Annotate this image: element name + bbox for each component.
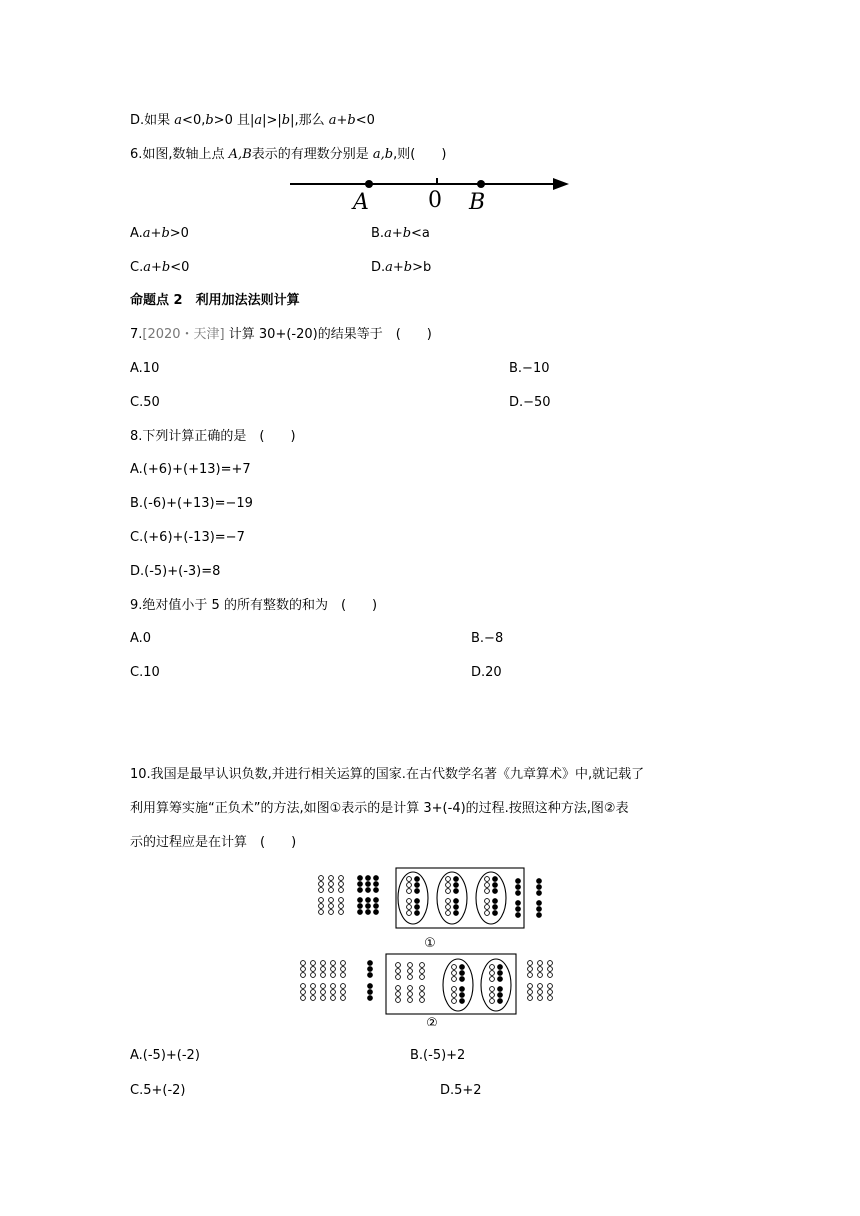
hollow-rod (341, 961, 346, 966)
hollow-rod (396, 998, 401, 1003)
q6-option-a (130, 225, 189, 243)
hollow-rod (446, 877, 451, 882)
filled-rod (366, 888, 371, 893)
filled-rod (358, 904, 363, 909)
filled-rod (516, 879, 521, 884)
expression: a+b (385, 260, 413, 275)
hollow-rod (301, 996, 306, 1001)
question-number: 7. (130, 327, 143, 342)
var-b: b (281, 113, 291, 128)
filled-rod (460, 965, 465, 970)
filled-rod (460, 977, 465, 982)
section-heading: 命题点 2 利用加法法则计算 (130, 293, 300, 308)
option-text: >b (412, 260, 432, 275)
hollow-rod (528, 996, 533, 1001)
hollow-rod (548, 961, 553, 966)
hollow-rod (446, 899, 451, 904)
filled-rod (537, 891, 542, 896)
filled-rod (460, 987, 465, 992)
var-a: a (254, 113, 263, 128)
hollow-rod (396, 969, 401, 974)
hollow-rod (301, 961, 306, 966)
hollow-rod (311, 984, 316, 989)
filled-rod (454, 899, 459, 904)
q5-option-d (130, 112, 375, 130)
filled-rod (358, 882, 363, 887)
hollow-rod (490, 977, 495, 982)
hollow-rod (319, 876, 324, 881)
text: <0, (182, 113, 206, 128)
points-label: A,B (228, 147, 252, 162)
hollow-rod (408, 986, 413, 991)
hollow-rod (452, 987, 457, 992)
filled-rod (537, 907, 542, 912)
hollow-rod (311, 961, 316, 966)
hollow-rod (331, 973, 336, 978)
hollow-rod (485, 889, 490, 894)
hollow-rod (331, 961, 336, 966)
hollow-rod (341, 990, 346, 995)
hollow-rod (407, 905, 412, 910)
hollow-rod (319, 898, 324, 903)
box-frame (386, 954, 516, 1014)
hollow-rod (407, 899, 412, 904)
hollow-rod (339, 898, 344, 903)
filled-rod (493, 883, 498, 888)
text: 6.如图,数轴上点 (130, 147, 229, 162)
hollow-rod (321, 961, 326, 966)
arrow-head-icon (553, 178, 569, 190)
figure-2-label: ② (426, 1016, 438, 1026)
filled-rod (415, 911, 420, 916)
hollow-rod (446, 911, 451, 916)
figure-1-label: ① (424, 936, 436, 951)
hollow-rod (407, 889, 412, 894)
vars-label: a,b (372, 147, 394, 162)
hollow-rod (321, 967, 326, 972)
hollow-rod (490, 999, 495, 1004)
hollow-rod (420, 963, 425, 968)
q9-option-c: C.10 (130, 665, 160, 680)
option-letter: C. (130, 260, 144, 275)
hollow-rod (301, 973, 306, 978)
hollow-rod (420, 998, 425, 1003)
text: <0 (355, 113, 375, 128)
hollow-rod (446, 883, 451, 888)
q6-option-c (130, 259, 189, 277)
q7-option-c: C.50 (130, 395, 160, 410)
q7-option-d: D.−50 (509, 395, 551, 410)
hollow-rod (319, 882, 324, 887)
q10-stem-line2: 利用算筹实施“正负术”的方法,如图①表示的是计算 3+(-4)的过程.按照这种方法,图②表 (130, 801, 629, 816)
hollow-rod (331, 996, 336, 1001)
hollow-rod (485, 911, 490, 916)
filled-rod (516, 907, 521, 912)
figure-1 (319, 868, 542, 928)
option-letter: A. (130, 226, 143, 241)
filled-rod (493, 905, 498, 910)
filled-rod (460, 999, 465, 1004)
q8-option-a: A.(+6)+(+13)=+7 (130, 462, 251, 477)
hollow-rod (452, 965, 457, 970)
filled-rod (537, 901, 542, 906)
question-text: 计算 30+(-20)的结果等于 ( ) (224, 327, 432, 342)
hollow-rod (321, 990, 326, 995)
hollow-rod (321, 996, 326, 1001)
q10-option-d: D.5+2 (440, 1083, 482, 1098)
filled-rod (374, 898, 379, 903)
filled-rod (358, 898, 363, 903)
expression: a+b (142, 226, 170, 241)
text: |,那么 (290, 113, 329, 128)
hollow-rod (538, 967, 543, 972)
filled-rod (460, 993, 465, 998)
q7-option-b: B.−10 (509, 361, 550, 376)
point-a-dot (365, 180, 373, 188)
filled-rod (516, 913, 521, 918)
hollow-rod (548, 984, 553, 989)
hollow-rod (339, 888, 344, 893)
option-text: <a (411, 226, 430, 241)
label-zero: 0 (428, 188, 442, 212)
q6-option-b (371, 225, 430, 243)
hollow-rod (319, 904, 324, 909)
hollow-rod (538, 961, 543, 966)
filled-rod (368, 961, 373, 966)
source-tag: [2020・天津] (142, 327, 225, 342)
hollow-rod (341, 984, 346, 989)
hollow-rod (538, 990, 543, 995)
filled-rod (374, 910, 379, 915)
hollow-rod (329, 898, 334, 903)
q8-option-c: C.(+6)+(-13)=−7 (130, 530, 245, 545)
filled-rod (498, 993, 503, 998)
filled-rod (493, 911, 498, 916)
filled-rod (374, 904, 379, 909)
hollow-rod (331, 967, 336, 972)
filled-rod (374, 888, 379, 893)
filled-rod (460, 971, 465, 976)
filled-rod (368, 990, 373, 995)
hollow-rod (490, 987, 495, 992)
text: ,则( ) (393, 147, 447, 162)
hollow-rod (301, 990, 306, 995)
filled-rod (358, 876, 363, 881)
filled-rod (415, 889, 420, 894)
hollow-rod (321, 973, 326, 978)
hollow-rod (452, 971, 457, 976)
q8-option-d: D.(-5)+(-3)=8 (130, 564, 221, 579)
hollow-rod (490, 965, 495, 970)
hollow-rod (329, 910, 334, 915)
pair-oval (437, 872, 467, 924)
q6-stem (130, 146, 446, 164)
hollow-rod (329, 882, 334, 887)
option-letter: B. (371, 226, 385, 241)
option-text: D.如果 (130, 113, 175, 128)
hollow-rod (408, 969, 413, 974)
hollow-rod (490, 993, 495, 998)
label-b: B (469, 190, 486, 212)
hollow-rod (311, 967, 316, 972)
filled-rod (368, 984, 373, 989)
var-b: b (205, 113, 214, 128)
hollow-rod (485, 905, 490, 910)
hollow-rod (548, 996, 553, 1001)
hollow-rod (396, 992, 401, 997)
hollow-rod (341, 967, 346, 972)
q9-option-d: D.20 (471, 665, 502, 680)
option-text: <0 (170, 260, 190, 275)
hollow-rod (339, 882, 344, 887)
hollow-rod (548, 990, 553, 995)
hollow-rod (490, 971, 495, 976)
hollow-rod (339, 876, 344, 881)
hollow-rod (528, 973, 533, 978)
filled-rod (498, 987, 503, 992)
filled-rod (366, 898, 371, 903)
hollow-rod (341, 973, 346, 978)
filled-rod (516, 891, 521, 896)
hollow-rod (528, 984, 533, 989)
hollow-rod (485, 877, 490, 882)
hollow-rod (329, 904, 334, 909)
filled-rod (493, 899, 498, 904)
hollow-rod (408, 963, 413, 968)
hollow-rod (452, 977, 457, 982)
filled-rod (454, 911, 459, 916)
hollow-rod (407, 877, 412, 882)
filled-rod (498, 999, 503, 1004)
hollow-rod (408, 992, 413, 997)
hollow-rod (420, 975, 425, 980)
q7-stem (130, 326, 432, 344)
option-letter: D. (371, 260, 386, 275)
number-line-figure (285, 172, 585, 212)
filled-rod (516, 901, 521, 906)
q8-stem: 8.下列计算正确的是 ( ) (130, 429, 296, 444)
filled-rod (537, 885, 542, 890)
hollow-rod (420, 969, 425, 974)
hollow-rod (446, 889, 451, 894)
filled-rod (368, 973, 373, 978)
hollow-rod (452, 999, 457, 1004)
filled-rod (498, 971, 503, 976)
hollow-rod (311, 996, 316, 1001)
q10-option-a: A.(-5)+(-2) (130, 1048, 200, 1063)
text: 表示的有理数分别是 (251, 147, 373, 162)
hollow-rod (321, 984, 326, 989)
filled-rod (368, 967, 373, 972)
q9-option-a: A.0 (130, 631, 152, 646)
q10-stem-line1: 10.我国是最早认识负数,并进行相关运算的国家.在古代数学名著《九章算术》中,就记载了 (130, 767, 645, 782)
hollow-rod (396, 963, 401, 968)
hollow-rod (452, 993, 457, 998)
filled-rod (454, 883, 459, 888)
hollow-rod (301, 967, 306, 972)
hollow-rod (311, 990, 316, 995)
hollow-rod (331, 984, 336, 989)
filled-rod (454, 877, 459, 882)
filled-rod (498, 965, 503, 970)
hollow-rod (329, 876, 334, 881)
hollow-rod (538, 984, 543, 989)
expression: a+b (143, 260, 171, 275)
filled-rod (498, 977, 503, 982)
expression: a+b (328, 113, 356, 128)
filled-rod (358, 888, 363, 893)
q9-option-b: B.−8 (471, 631, 504, 646)
hollow-rod (319, 910, 324, 915)
hollow-rod (331, 990, 336, 995)
filled-rod (493, 877, 498, 882)
pair-oval (476, 872, 506, 924)
point-b-dot (477, 180, 485, 188)
filled-rod (454, 905, 459, 910)
hollow-rod (528, 961, 533, 966)
filled-rod (493, 889, 498, 894)
filled-rod (358, 910, 363, 915)
figure-2 (301, 954, 553, 1014)
hollow-rod (408, 975, 413, 980)
counting-rods-figure (298, 866, 568, 1026)
hollow-rod (420, 992, 425, 997)
q7-option-a: A.10 (130, 361, 160, 376)
filled-rod (415, 905, 420, 910)
hollow-rod (339, 904, 344, 909)
hollow-rod (301, 984, 306, 989)
filled-rod (374, 876, 379, 881)
pair-oval (481, 959, 511, 1011)
filled-rod (516, 885, 521, 890)
q10-stem-line3: 示的过程应是在计算 ( ) (130, 835, 297, 850)
hollow-rod (339, 910, 344, 915)
filled-rod (415, 877, 420, 882)
filled-rod (366, 910, 371, 915)
pair-oval (443, 959, 473, 1011)
expression: a+b (384, 226, 412, 241)
hollow-rod (548, 973, 553, 978)
hollow-rod (538, 996, 543, 1001)
hollow-rod (446, 905, 451, 910)
q8-option-b: B.(-6)+(+13)=−19 (130, 496, 253, 511)
q6-option-d (371, 259, 431, 277)
filled-rod (454, 889, 459, 894)
hollow-rod (407, 911, 412, 916)
hollow-rod (407, 883, 412, 888)
q10-option-c: C.5+(-2) (130, 1083, 186, 1098)
filled-rod (366, 876, 371, 881)
filled-rod (415, 899, 420, 904)
hollow-rod (396, 975, 401, 980)
hollow-rod (528, 967, 533, 972)
filled-rod (415, 883, 420, 888)
hollow-rod (485, 899, 490, 904)
filled-rod (537, 913, 542, 918)
hollow-rod (485, 883, 490, 888)
filled-rod (368, 996, 373, 1001)
pair-oval (398, 872, 428, 924)
label-a: A (353, 190, 369, 212)
option-text: >0 (169, 226, 189, 241)
hollow-rod (396, 986, 401, 991)
q9-stem: 9.绝对值小于 5 的所有整数的和为 ( ) (130, 598, 378, 613)
hollow-rod (548, 967, 553, 972)
hollow-rod (329, 888, 334, 893)
hollow-rod (420, 986, 425, 991)
hollow-rod (538, 973, 543, 978)
hollow-rod (408, 998, 413, 1003)
q10-option-b: B.(-5)+2 (410, 1048, 466, 1063)
filled-rod (537, 879, 542, 884)
filled-rod (366, 904, 371, 909)
text: >0 且| (213, 113, 255, 128)
hollow-rod (341, 996, 346, 1001)
filled-rod (374, 882, 379, 887)
hollow-rod (528, 990, 533, 995)
filled-rod (366, 882, 371, 887)
var-a: a (174, 113, 183, 128)
text: |>| (262, 113, 282, 128)
hollow-rod (311, 973, 316, 978)
hollow-rod (319, 888, 324, 893)
